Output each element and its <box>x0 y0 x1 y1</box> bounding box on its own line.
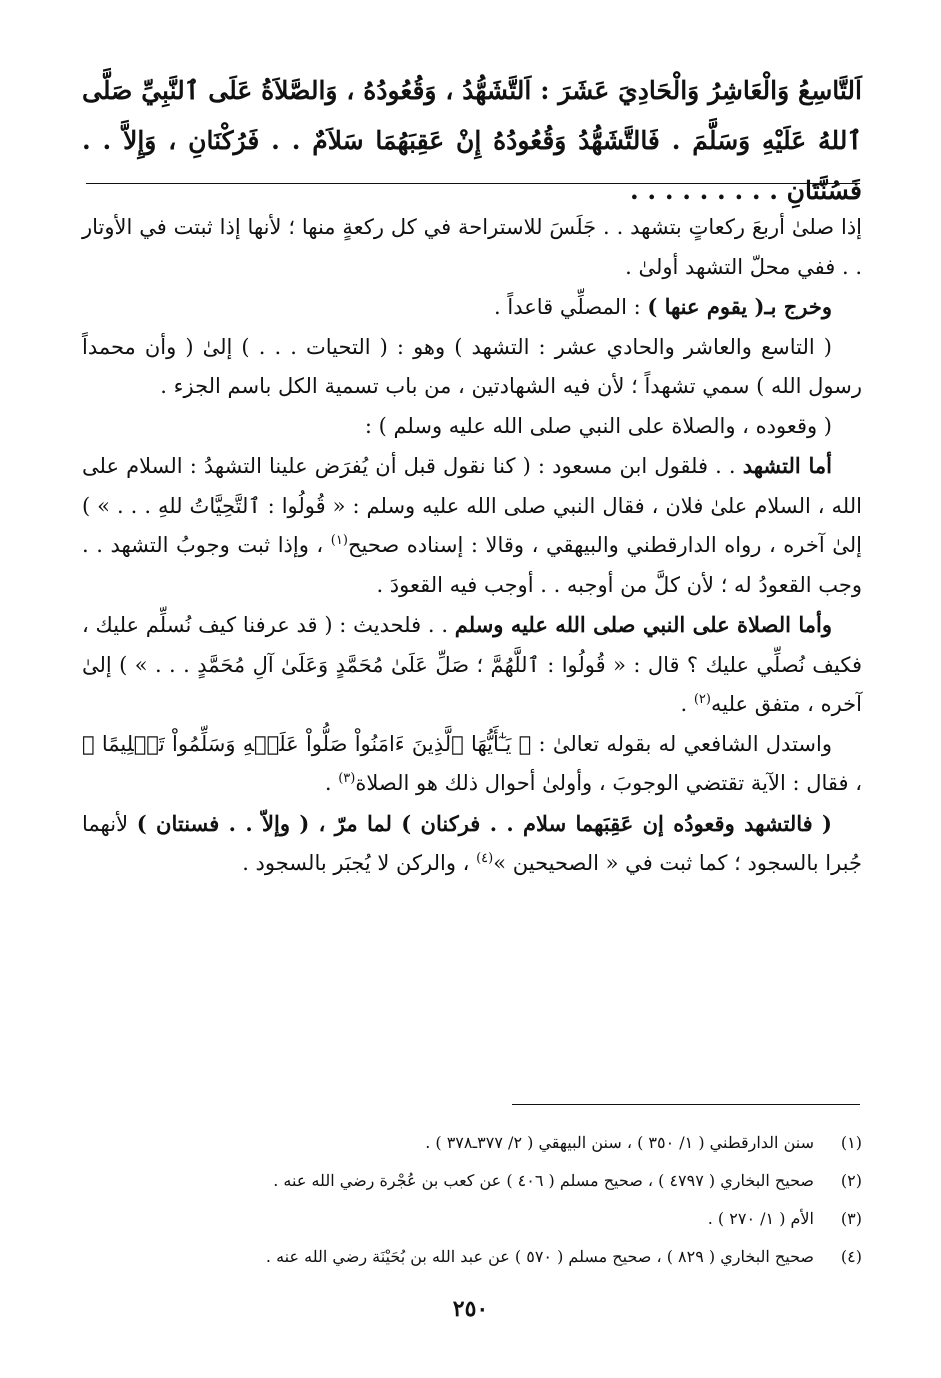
footnote-number: (٣) <box>840 1209 862 1228</box>
paragraph-8-text-b: ، والركن لا يُجبَر بالسجود . <box>242 851 477 875</box>
footnote-text: الأم ( ١/ ٢٧٠ ) . <box>707 1209 814 1228</box>
footnote-1 <box>100 1124 862 1162</box>
commentary-paragraph-4: ( وقعوده ، والصلاة على النبي صلى الله عليه وسلم ) : <box>364 413 832 438</box>
paragraph-7-text-b: . <box>324 771 339 795</box>
paragraph-2-heading: وخرج بـ( يقوم عنها ) <box>647 294 832 319</box>
paragraph-8-text-a: لأنهما جُبرا بالسجود ؛ كما ثبت في « الصحيحين » <box>82 811 862 875</box>
footnote-ref-2: (٢) <box>693 692 711 707</box>
footnote-ref-1: (١) <box>330 533 348 548</box>
paragraph-6-text-a: . . فلحديث : ( قد عرفنا كيف نُسلِّم عليك ، فكيف نُصلِّي عليك ؟ قال : « قُولُوا : ٱللَّهُمَّ ؛ صَلِّ عَلَىٰ مُحَمَّدٍ وَعَلَىٰ آلِ مُحَمَّدٍ . . . » ) إلىٰ آخره ، متفق عليه <box>82 613 862 716</box>
footnote-number: (٢) <box>840 1171 862 1190</box>
commentary-body <box>82 208 862 884</box>
paragraph-5-heading: أما التشهد <box>742 453 832 478</box>
footnotes <box>100 1124 862 1276</box>
commentary-paragraph-5 <box>82 446 862 605</box>
footnote-2 <box>100 1162 862 1200</box>
commentary-paragraph-7 <box>82 725 862 804</box>
page-number: ٢٥٠ <box>452 1296 489 1322</box>
footnote-ref-4: (٤) <box>476 851 494 866</box>
footnote-ref-3: (٣) <box>338 771 356 786</box>
commentary-paragraph-3: ( التاسع والعاشر والحادي عشر : التشهد ) وهو : ( التحيات . . . ) إلىٰ ( وأن محمداً رسول الله ) سمي تشهداً ؛ لأن فيه الشهادتين ، من باب تسمية الكل باسم الجزء . <box>82 334 862 398</box>
footnote-text: صحيح البخاري ( ٨٢٩ ) ، صحيح مسلم ( ٥٧٠ ) عن عبد الله بن بُحَيْنَة رضي الله عنه . <box>265 1247 814 1266</box>
paragraph-8-heading: ( فالتشهد وقعودُه إن عَقِبَهما سلام . . فركنان ) لما مرّ ، ( وإلاّ . . فسنتان ) <box>136 810 832 836</box>
paragraph-6-heading: وأما الصلاة على النبي صلى الله عليه وسلم <box>454 612 832 637</box>
footnote-divider <box>512 1104 860 1105</box>
paragraph-2-text: : المصلِّي قاعداً . <box>494 295 648 319</box>
footnote-text: سنن الدارقطني ( ١/ ٣٥٠ ) ، سنن البيهقي ( ٢/ ٣٧٧ـ٣٧٨ ) . <box>425 1133 814 1152</box>
commentary-paragraph-1: إذا صلىٰ أربعَ ركعاتٍ بتشهد . . جَلَسَ للاستراحة في كل ركعةٍ منها ؛ لأنها إذا ثبتت في الأوتار . . ففي محلّ التشهد أولىٰ . <box>82 215 862 279</box>
commentary-paragraph-8 <box>82 804 862 884</box>
footnote-number: (١) <box>840 1133 862 1152</box>
paragraph-5-text-a: . . فلقول ابن مسعود : ( كنا نقول قبل أن يُفرَض علينا التشهدُ : السلام على الله ، السلام علىٰ فلان ، فقال النبي صلى الله عليه وسلم : « قُولُوا : ٱلتَّحِيَّاتُ للهِ . . . » ) إلىٰ آخره ، رواه الدارقطني والبيهقي ، وقالا : إسناده صحيح <box>82 454 862 557</box>
paragraph-7-text-a: واستدل الشافعي له بقوله تعالىٰ : ﴿ يَـٰٓأَيُّهَا ٱلَّذِينَ ءَامَنُواْ صَلُّواْ عَلَيۡهِ وَسَلِّمُواْ تَسۡلِيمًا ﴾ ، فقال : الآية تقتضي الوجوبَ ، وأولىٰ أحوال ذلك هو الصلاة <box>82 731 862 795</box>
footnote-text: صحيح البخاري ( ٤٧٩٧ ) ، صحيح مسلم ( ٤٠٦ ) عن كعب بن عُجْرة رضي الله عنه . <box>273 1171 814 1190</box>
footnote-4 <box>100 1238 862 1276</box>
commentary-paragraph-6 <box>82 605 862 725</box>
matn-text: اَلتَّاسِعُ وَالْعَاشِرُ وَالْحَادِيَ عَشَرَ : اَلتَّشَهُّدُ ، وَقُعُودُهُ ، وَالصَّلاَةُ عَلَى ٱلنَّبِيِّ صَلَّى ٱللهُ عَلَيْهِ وَسَلَّمَ . فَالتَّشَهُّدُ وَقُعُودُهُ إِنْ عَقِبَهُمَا سَلاَمٌ . . فَرُكْنَانِ ، وَإِلاَّ . . فَسُنَّتَانِ . . . . . . . . . <box>82 76 862 205</box>
footnote-3 <box>100 1200 862 1238</box>
commentary-paragraph-2 <box>82 287 862 328</box>
footnote-number: (٤) <box>840 1247 862 1266</box>
paragraph-6-text-b: . <box>680 692 694 716</box>
paragraph-5-text-b: ، وإذا ثبت وجوبُ التشهد . . وجب القعودُ له ؛ لأن كلَّ من أوجبه . . أوجب فيه القعودَ . <box>82 533 862 597</box>
matn-divider <box>86 183 860 184</box>
